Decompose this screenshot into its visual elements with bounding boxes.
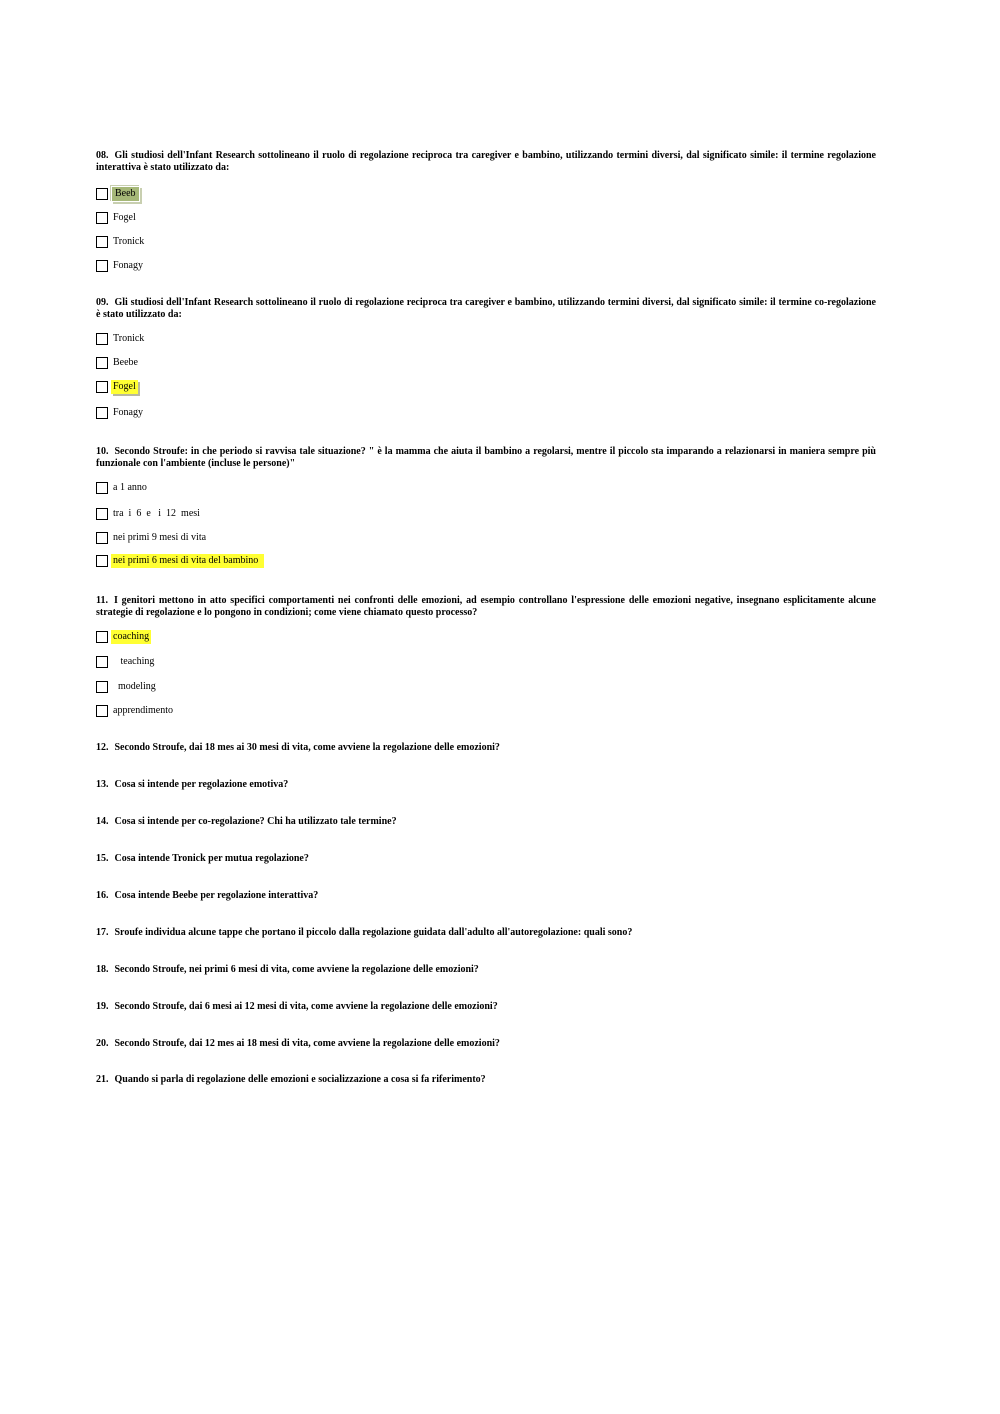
question-10 (96, 446, 876, 470)
question-09 (96, 297, 876, 321)
question-text: Secondo Stroufe, dai 6 mesi ai 12 mesi di vita, come avviene la regolazione delle emozioni? (114, 1001, 498, 1012)
question-text: Secondo Stroufe, dai 18 mes ai 30 mesi di vita, come avviene la regolazione delle emozioni? (114, 742, 500, 753)
question-number: 17. (96, 927, 109, 938)
question-text: Gli studiosi dell'Infant Research sottolineano il ruolo di regolazione reciproca tra caregiver e bambino, utilizzando termini diversi, dal significato simile: il termine co-regolazione è stato utilizzato da: (96, 297, 876, 320)
question-20 (96, 1038, 876, 1050)
checkbox[interactable] (96, 381, 108, 393)
checkbox[interactable] (96, 407, 108, 419)
question-text: Gli studiosi dell'Infant Research sottolineano il ruolo di regolazione reciproca tra caregiver e bambino, utilizzando termini diversi, dal significato simile: il termine regolazione interattiva è stato utilizzato da: (96, 150, 876, 173)
question-text: I genitori mettono in atto specifici comportamenti nei confronti delle emozioni, ad esempio controllano l'espressione delle emozioni negative, insegnano esplicitamente alcune strategie di regolazione e lo pongono in condizioni; come viene chiamato questo processo? (96, 595, 876, 618)
option-row[interactable] (96, 531, 208, 545)
question-number: 14. (96, 816, 109, 827)
question-text: Secondo Stroufe, nei primi 6 mesi di vita, come avviene la regolazione delle emozioni? (114, 964, 479, 975)
checkbox[interactable] (96, 482, 108, 494)
option-label: Fonagy (113, 407, 143, 418)
option-row[interactable] (96, 332, 146, 346)
option-label: tra i 6 e i 12 mesi (113, 508, 200, 519)
option-row[interactable] (96, 235, 146, 249)
checkbox[interactable] (96, 555, 108, 567)
checkbox[interactable] (96, 212, 108, 224)
checkbox[interactable] (96, 631, 108, 643)
question-number: 15. (96, 853, 109, 864)
question-18 (96, 964, 876, 976)
question-text: Cosa intende Tronick per mutua regolazione? (114, 853, 309, 864)
question-number: 19. (96, 1001, 109, 1012)
option-row[interactable] (96, 211, 138, 225)
option-label-highlighted: Beeb (111, 186, 140, 202)
option-row[interactable] (96, 554, 264, 568)
question-text: Sroufe individua alcune tappe che portano il piccolo dalla regolazione guidata dall'adulto all'autoregolazione: quali sono? (114, 927, 633, 938)
question-14 (96, 816, 876, 828)
option-row[interactable] (96, 655, 156, 669)
checkbox[interactable] (96, 333, 108, 345)
question-08 (96, 150, 876, 174)
question-number: 08. (96, 150, 109, 161)
option-row[interactable] (96, 187, 140, 201)
checkbox[interactable] (96, 188, 108, 200)
option-row[interactable] (96, 406, 145, 420)
question-text: Cosa si intende per co-regolazione? Chi ha utilizzato tale termine? (114, 816, 397, 827)
checkbox[interactable] (96, 357, 108, 369)
checkbox[interactable] (96, 705, 108, 717)
question-21 (96, 1074, 876, 1086)
question-number: 11. (96, 595, 108, 606)
question-text: Cosa intende Beebe per regolazione interattiva? (114, 890, 319, 901)
question-number: 10. (96, 446, 109, 457)
option-label: teaching (113, 656, 155, 667)
option-row[interactable] (96, 630, 151, 644)
question-15 (96, 853, 876, 865)
checkbox[interactable] (96, 681, 108, 693)
option-row[interactable] (96, 380, 138, 394)
question-number: 18. (96, 964, 109, 975)
option-row[interactable] (96, 259, 145, 273)
question-number: 16. (96, 890, 109, 901)
question-16 (96, 890, 876, 902)
option-label: Beebe (113, 357, 138, 368)
question-text: Secondo Stroufe, dai 12 mes ai 18 mesi di vita, come avviene la regolazione delle emozioni? (114, 1038, 500, 1049)
option-label-highlighted: coaching (113, 631, 150, 642)
question-number: 20. (96, 1038, 109, 1049)
option-row[interactable] (96, 507, 202, 521)
option-label: apprendimento (113, 705, 173, 716)
option-label: modeling (113, 681, 156, 692)
option-label: Fogel (113, 212, 136, 223)
question-12 (96, 742, 876, 754)
checkbox[interactable] (96, 532, 108, 544)
question-number: 13. (96, 779, 109, 790)
question-13 (96, 779, 876, 791)
option-row[interactable] (96, 704, 175, 718)
question-number: 21. (96, 1074, 109, 1085)
option-row[interactable] (96, 680, 158, 694)
checkbox[interactable] (96, 656, 108, 668)
question-number: 09. (96, 297, 109, 308)
option-label: Tronick (113, 236, 145, 247)
option-label: a 1 anno (113, 482, 147, 493)
question-number: 12. (96, 742, 109, 753)
checkbox[interactable] (96, 260, 108, 272)
option-label: nei primi 9 mesi di vita (113, 532, 207, 543)
option-label: Fonagy (113, 260, 143, 271)
option-row[interactable] (96, 481, 149, 495)
checkbox[interactable] (96, 508, 108, 520)
question-19 (96, 1001, 876, 1013)
option-row[interactable] (96, 356, 140, 370)
option-label: Tronick (113, 333, 145, 344)
option-label-highlighted: Fogel (113, 381, 136, 392)
question-11 (96, 595, 876, 619)
option-label-highlighted: nei primi 6 mesi di vita del bambino (111, 554, 264, 568)
question-text: Cosa si intende per regolazione emotiva? (114, 779, 289, 790)
question-text: Secondo Stroufe: in che periodo si ravvisa tale situazione? " è la mamma che aiuta il bambino a regolarsi, mentre il piccolo sta imparando a relazionarsi in maniera sempre più funzionale con l'ambiente (incluse le persone)" (96, 446, 876, 469)
question-text: Quando si parla di regolazione delle emozioni e socializzazione a cosa si fa riferimento? (114, 1074, 486, 1085)
checkbox[interactable] (96, 236, 108, 248)
question-17 (96, 927, 876, 939)
